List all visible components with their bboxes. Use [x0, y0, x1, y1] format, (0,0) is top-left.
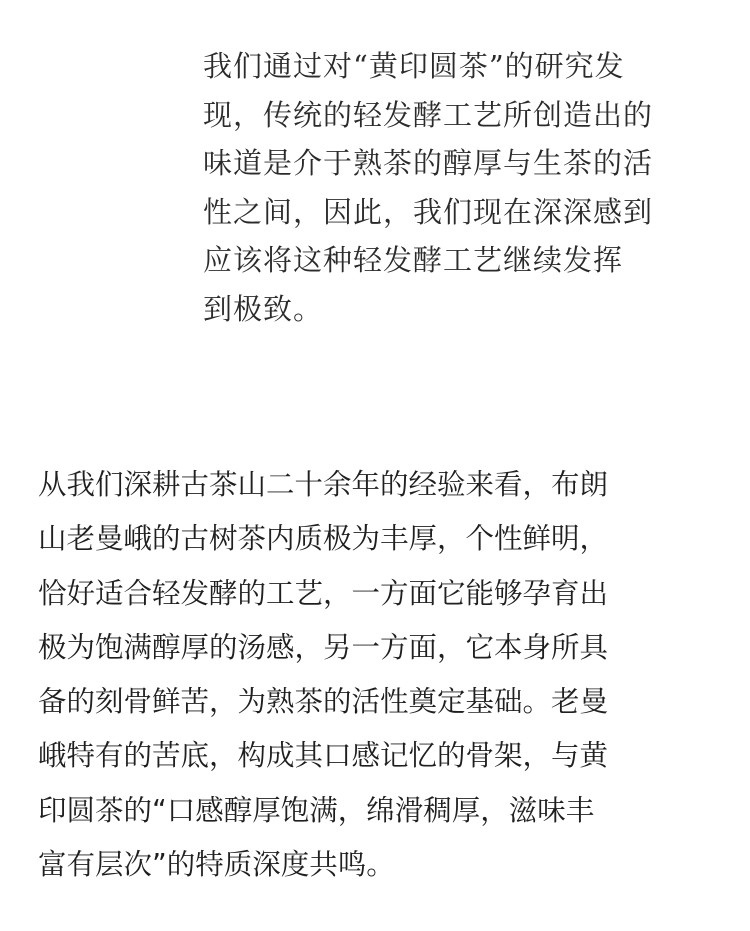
quote-line: 应该将这种轻发酵工艺继续发挥	[203, 243, 624, 277]
body-line: 恰好适合轻发酵的工艺，一方面它能够孕育出	[38, 576, 609, 610]
body-line: 富有层次”的特质深度共鸣。	[38, 848, 395, 882]
body-line: 从我们深耕古茶山二十余年的经验来看，布朗	[38, 468, 609, 501]
body-line: 备的刻骨鲜苦，为熟茶的活性奠定基础。老曼	[38, 685, 609, 719]
body-paragraph	[38, 458, 728, 892]
body-line: 峨特有的苦底，构成其口感记忆的骨架，与黄	[38, 739, 609, 773]
quote-line: 到极致。	[203, 291, 324, 326]
body-line: 极为饱满醇厚的汤感，另一方面，它本身所具	[38, 630, 609, 664]
quote-paragraph	[203, 42, 703, 333]
body-line: 印圆茶的“口感醇厚饱满，绵滑稠厚，滋味丰	[38, 793, 595, 827]
quote-line: 我们通过对“黄印圆茶”的研究发	[203, 49, 625, 83]
body-line: 山老曼峨的古树茶内质极为丰厚，个性鲜明，	[38, 522, 609, 556]
quote-line: 性之间，因此，我们现在深深感到	[203, 194, 654, 229]
quote-line: 味道是介于熟茶的醇厚与生茶的活	[203, 146, 654, 180]
quote-line: 现，传统的轻发酵工艺所创造出的	[203, 97, 654, 132]
